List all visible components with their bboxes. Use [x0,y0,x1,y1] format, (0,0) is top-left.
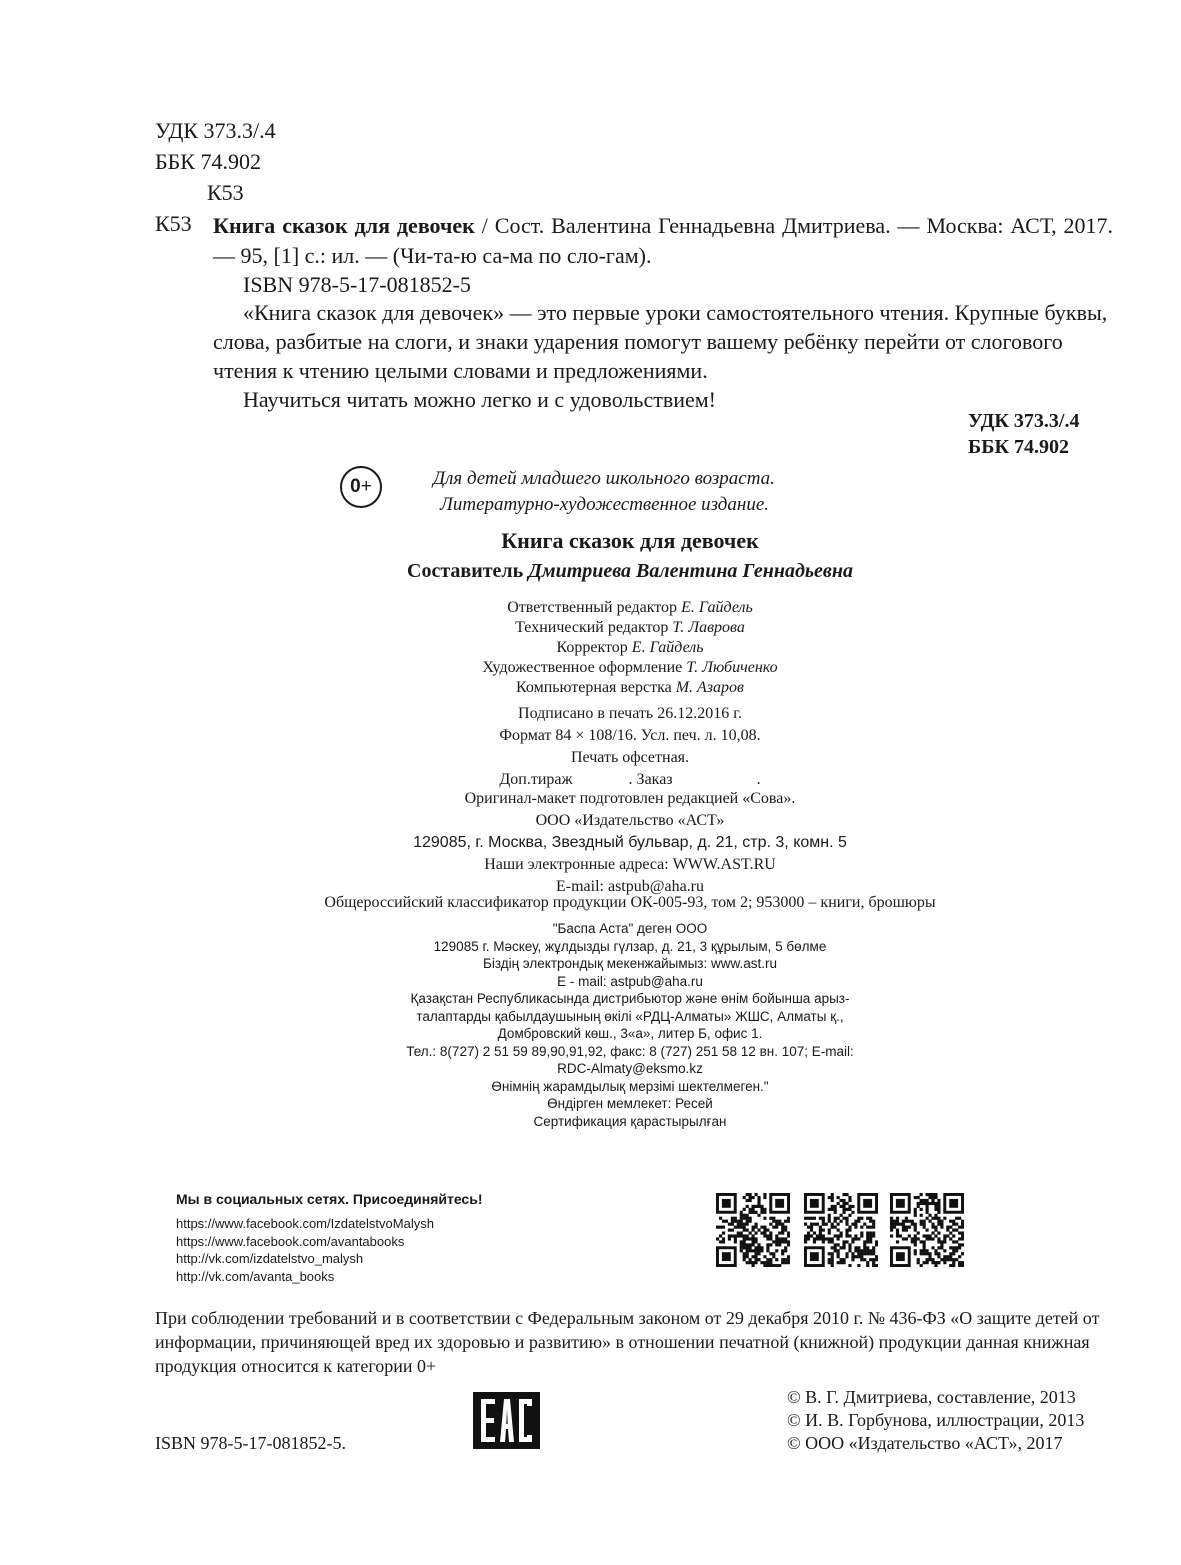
isbn-top: ISBN 978-5-17-081852-5 [243,272,471,297]
audience-line-2: Литературно-художественное издание. [440,494,770,515]
credit-line: Ответственный редактор Е. Гайдель [507,599,753,616]
print-info [0,703,1181,791]
kazakh-line: E - mail: astpub@aha.ru [557,973,703,989]
publisher-name: ООО «Издательство «АСТ» [535,812,725,829]
publisher-email: E-mail: astpub@aha.ru [555,878,705,895]
social-networks [176,1191,483,1285]
kazakh-line: "Баспа Аста" деген ООО [552,921,708,936]
audience-line-1: Для детей младшего школьного возраста. [433,468,775,489]
social-heading: Мы в социальных сетях. Присоединяйтесь! [176,1191,483,1207]
credit-line: Компьютерная верстка М. Азаров [516,679,744,696]
abstract-paragraph-1: «Книга сказок для девочек» — это первые уроки самостоятельного чтения. Крупные буквы, слова, разбитые на слоги, и знаки ударения помогут вашему ребёнку перейти от слогового чтения к чтению целыми словами и предложениями. [213,300,1108,383]
kazakh-line: RDC-Almaty@eksmo.kz [557,1061,703,1076]
bbk-code-bold: ББК 74.902 [968,436,1069,458]
eac-certification-icon [473,1392,540,1449]
credit-line: Корректор Е. Гайдель [556,639,704,656]
print-method: Печать офсетная. [570,749,690,766]
kazakh-line: Тел.: 8(727) 2 51 59 89,90,91,92, факс: 8 (727) 251 58 12 вн. 107; E-mail: [406,1043,854,1059]
social-link[interactable]: http://vk.com/avanta_books [176,1268,335,1284]
layout-note: Оригинал-макет подготовлен редакцией «Сова». [464,790,796,807]
reference-title: Книга сказок для девочек [213,213,475,238]
age-rating-badge: 0 + [340,466,382,508]
reference-author-sign: К53 [155,211,192,236]
isbn-bottom: ISBN 978-5-17-081852-5. [155,1433,346,1453]
product-classifier: Общероссийский классификатор продукции ОК-005-93, том 2; 953000 – книги, брошюры [324,894,936,911]
kazakh-line: Сертификация қарастырылған [533,1113,727,1129]
qr-code-icon[interactable] [804,1193,878,1267]
social-link[interactable]: http://vk.com/izdatelstvo_malysh [176,1251,364,1266]
social-link[interactable]: https://www.facebook.com/IzdatelstvoMalysh [176,1216,434,1231]
credits-list [0,598,1181,698]
udk-code: УДК 373.3/.4 [155,118,276,143]
copyright-line: © В. Г. Дмитриева, составление, 2013 [787,1387,1076,1407]
kazakh-line: Өндірген мемлекет: Ресей [547,1096,713,1111]
udk-code-bold: УДК 373.3/.4 [968,410,1080,432]
bbk-code: ББК 74.902 [155,149,261,174]
print-signed: Подписано в печать 26.12.2016 г. [518,705,742,722]
kazakh-line: Домбровский көш., 3«а», литер Б, офис 1. [497,1026,763,1041]
compiler-name: Дмитриева Валентина Геннадьевна [528,560,853,582]
top-classification-codes [155,115,276,208]
kazakh-line: 129085 г. Мәскеу, жұлдызды гүлзар, д. 21, 3 құрылым, 5 бөлме [433,938,827,954]
audience-note [433,466,775,518]
print-run: Доп.тираж . Заказ . [499,771,761,788]
bibliographic-reference [213,211,1113,271]
author-sign: К53 [207,180,244,205]
kazakh-line: талаптарды қабылдаушының өкілі «РДЦ-Алматы» ЖШС, Алматы қ., [416,1008,844,1024]
right-classification-codes [968,408,1079,460]
kazakh-line: Біздің электрондық мекенжайымыз: www.ast.ru [482,956,778,971]
reference-details: / Сост. Валентина Геннадьевна Дмитриева. — Москва: АСТ, 2017. — 95, [1] с.: ил. — (Чи-та-ю са-ма по сло-гам). [213,213,1113,268]
book-title: Книга сказок для девочек [501,528,759,553]
kazakh-distributor-info [0,920,1181,1130]
credit-line: Технический редактор Т. Лаврова [515,619,745,636]
compiler-line: Составитель Дмитриева Валентина Геннадьевна [407,560,853,582]
publisher-web: Наши электронные адреса: WWW.AST.RU [484,856,776,873]
copyright-line: © И. В. Горбунова, иллюстрации, 2013 [787,1410,1085,1430]
law-notice: При соблюдении требований и в соответствии с Федеральным законом от 29 декабря 2010 г. № 436-ФЗ «О защите детей от информации, причиняющей вред их здоровью и развитию» в отношении печатной (книжной) продукции данная книжная продукция относится к категории 0+ [155,1308,1100,1376]
kazakh-line: Қазақстан Республикасында дистрибьютор және өнім бойынша арыз- [410,991,850,1006]
copyright-line: © ООО «Издательство «АСТ», 2017 [787,1433,1063,1453]
abstract [213,298,1113,414]
credit-line: Художественное оформление Т. Любиченко [482,659,778,676]
social-link[interactable]: https://www.facebook.com/avantabooks [176,1233,405,1249]
print-format: Формат 84 × 108/16. Усл. печ. л. 10,08. [499,727,761,744]
qr-code-icon[interactable] [716,1193,790,1267]
abstract-paragraph-2: Научиться читать можно легко и с удовольствием! [243,387,717,412]
qr-code-icon[interactable] [890,1193,964,1267]
publisher-info [0,788,1181,898]
publisher-address: 129085, г. Москва, Звездный бульвар, д. 21, стр. 3, комн. 5 [413,834,847,851]
kazakh-line: Өнімнің жарамдылық мерзімі шектелмеген." [491,1078,769,1094]
copyright-block [787,1386,1084,1455]
